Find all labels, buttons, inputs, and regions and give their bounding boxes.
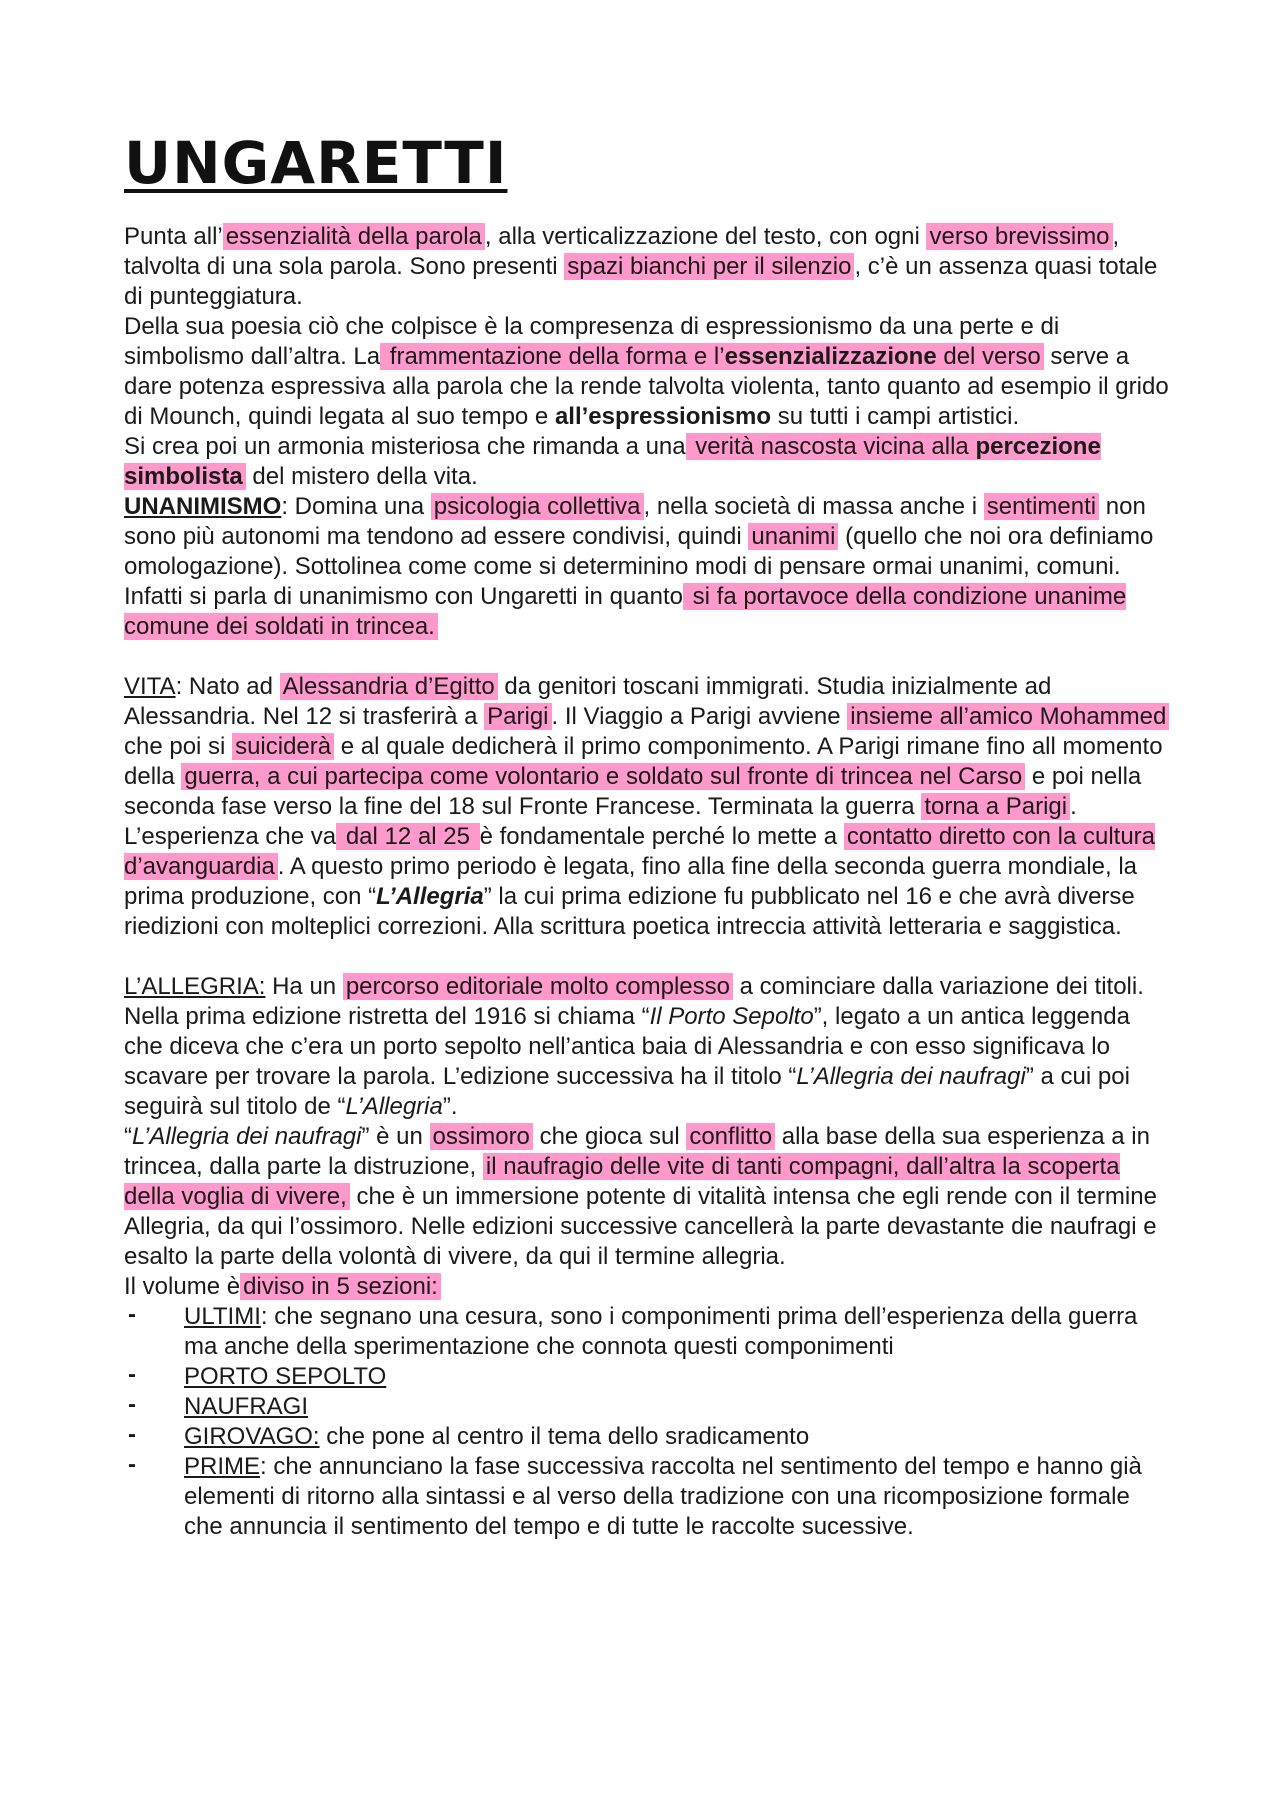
- highlight: verso brevissimo: [926, 223, 1112, 250]
- text: Il volume è: [124, 1273, 241, 1300]
- highlight: guerra, a cui partecipa come volontario e soldato sul fronte di trincea nel Carso: [181, 763, 1025, 790]
- text: Della sua poesia ciò che colpisce è la compresenza di espressionismo da una perte e di simbolismo dall’altra. La: [124, 313, 1060, 370]
- text: Punta all’: [124, 223, 223, 250]
- highlight: essenzialità della parola: [223, 223, 485, 250]
- document-page: [124, 128, 1174, 1542]
- highlight: si fa portavoce della condizione unanime comune dei soldati in trincea.: [124, 583, 1127, 640]
- text: a cominciare dalla variazione dei titoli. Nella prima edizione ristretta del 1916 si chiama “: [124, 973, 1144, 1030]
- text: ”.: [442, 1093, 458, 1120]
- italic-text: L’Allegria: [345, 1093, 443, 1120]
- bold-italic-text: L’Allegria: [376, 883, 484, 910]
- highlight: spazi bianchi per il silenzio: [564, 253, 854, 280]
- page-title: UNGARETTI: [124, 129, 508, 197]
- highlight: il naufragio delle vite di tanti compagni, dall’altra la scoperta della voglia di vivere,: [124, 1153, 1120, 1210]
- italic-text: L’Allegria dei naufragi: [796, 1063, 1026, 1090]
- paragraph-ossimoro: [124, 1122, 1174, 1272]
- spacer: [124, 942, 1174, 972]
- highlight: diviso in 5 sezioni:: [240, 1273, 441, 1300]
- text: che poi si: [124, 733, 233, 760]
- text: : Domina una: [281, 493, 431, 520]
- text: , nella società di massa anche i: [643, 493, 984, 520]
- bold-text: essenzializzazione: [724, 343, 937, 370]
- text: alla base della sua esperienza a in trincea, dalla parte la distruzione,: [124, 1123, 1150, 1180]
- text: ” è un: [361, 1123, 430, 1150]
- paragraph-harmony: [124, 432, 1174, 492]
- text: serve a dare potenza espressiva alla parola che la rende talvolta violenta, tanto quanto ad esempio il grido di Mounch, quindi legata al suo tempo e: [124, 343, 1169, 430]
- highlight: psicologia collettiva: [431, 493, 644, 520]
- highlight: insieme all’amico Mohammed: [847, 703, 1169, 730]
- text: Ha un: [265, 973, 343, 1000]
- text: : che segnano una cesura, sono i componimenti prima dell’esperienza della guerra ma anche della sperimentazione che connota questi componimenti: [184, 1303, 1138, 1360]
- section-name: GIROVAGO:: [184, 1423, 320, 1450]
- bullet-dash: -: [128, 1421, 136, 1448]
- highlight: unanimi: [748, 523, 838, 550]
- bold-text: all’espressionismo: [554, 403, 772, 430]
- bullet-dash: -: [128, 1361, 136, 1388]
- text: che gioca sul: [532, 1123, 687, 1150]
- text: . A questo primo periodo è legata, fino alla fine della seconda guerra mondiale, la prima produzione, con “: [124, 853, 1138, 910]
- sections-list: [124, 1302, 1174, 1542]
- paragraph-vita: [124, 672, 1174, 942]
- italic-text: L’Allegria dei naufragi: [132, 1123, 362, 1150]
- highlight: percorso editoriale molto complesso: [343, 973, 733, 1000]
- highlight: conflitto: [686, 1123, 775, 1150]
- text: è fondamentale perché lo mette a: [479, 823, 844, 850]
- highlight: dal 12 al 25: [336, 823, 479, 850]
- section-name: PRIME: [184, 1453, 261, 1480]
- spacer: [124, 642, 1174, 672]
- highlight: Parigi: [484, 703, 551, 730]
- text: ” la cui prima edizione fu pubblicato nel 16 e che avrà diverse riedizioni con molteplici correzioni. Alla scrittura poetica intreccia attività letteraria e saggistica.: [124, 883, 1135, 940]
- text: , talvolta di una sola parola. Sono presenti: [124, 223, 1120, 280]
- text: , c’è un assenza quasi totale di punteggiatura.: [124, 253, 1158, 310]
- text: : che annunciano la fase successiva raccolta nel sentimento del tempo e hanno già elementi di ritorno alla sintassi e al verso della tradizione con una ricomposizione formale che annuncia il sentimento del tempo e di tutte le raccolte sucessive.: [184, 1453, 1142, 1540]
- section-name: ULTIMI: [184, 1303, 261, 1330]
- text: , alla verticalizzazione del testo, con ogni: [484, 223, 927, 250]
- paragraph-intro: [124, 222, 1174, 312]
- bullet-dash: -: [128, 1451, 136, 1478]
- section-name: NAUFRAGI: [184, 1393, 309, 1420]
- text: del mistero della vita.: [245, 463, 478, 490]
- list-item: [124, 1362, 1174, 1392]
- paragraph-poetics: [124, 312, 1174, 432]
- text: del verso: [936, 343, 1041, 370]
- highlight: [380, 343, 1044, 370]
- text: : Nato ad: [175, 673, 280, 700]
- highlight: contatto diretto con la cultura d’avanguardia: [124, 823, 1156, 880]
- text: su tutti i campi artistici.: [771, 403, 1020, 430]
- text: non sono più autonomi ma tendono ad essere condivisi, quindi: [124, 493, 1146, 550]
- bold-text: percezione simbolista: [124, 433, 1101, 490]
- highlight: suiciderà: [232, 733, 334, 760]
- highlight: torna a Parigi: [921, 793, 1070, 820]
- text: frammentazione della forma e l’: [383, 343, 725, 370]
- text: Si crea poi un armonia misteriosa che rimanda a una: [124, 433, 686, 460]
- list-item: [124, 1392, 1174, 1422]
- text: e poi nella seconda fase verso la fine del 18 sul Fronte Francese. Terminata la guerra: [124, 763, 1142, 820]
- text: da genitori toscani immigrati. Studia inizialmente ad Alessandria. Nel 12 si trasferirà a: [124, 673, 1052, 730]
- paragraph-allegria: [124, 972, 1174, 1122]
- text: verità nascosta vicina alla: [688, 433, 976, 460]
- section-name: PORTO SEPOLTO: [184, 1363, 387, 1390]
- highlight: sentimenti: [984, 493, 1099, 520]
- section-label: VITA: [124, 673, 176, 700]
- text: “: [124, 1123, 132, 1150]
- text: e al quale dedicherà il primo componimento. A Parigi rimane fino all momento della: [124, 733, 1163, 790]
- bullet-dash: -: [128, 1301, 136, 1328]
- section-label: UNANIMISMO: [124, 493, 282, 520]
- list-item: [124, 1422, 1174, 1452]
- text: ”, legato a un antica leggenda che diceva che c’era un porto sepolto nell’antica baia di Alessandria e con esso significava lo scavare per trovare la parola. L’edizione successiva ha il titolo “: [124, 1003, 1130, 1090]
- bullet-dash: -: [128, 1391, 136, 1418]
- paragraph-volume: [124, 1272, 1174, 1302]
- text: (quello che noi ora definiamo omologazione). Sottolinea come come si determinino modi di pensare ormai unanimi, comuni. Infatti si parla di unanimismo con Ungaretti in quanto: [124, 523, 1154, 610]
- text: . L’esperienza che va: [124, 793, 1077, 850]
- highlight: Alessandria d’Egitto: [280, 673, 498, 700]
- highlight: ossimoro: [430, 1123, 533, 1150]
- paragraph-unanimismo: [124, 492, 1174, 642]
- text: ” a cui poi seguirà sul titolo de “: [124, 1063, 1130, 1120]
- text: . Il Viaggio a Parigi avviene: [551, 703, 848, 730]
- text: che è un immersione potente di vitalità intensa che egli rende con il termine Allegria, da qui l’ossimoro. Nelle edizioni successive cancellerà la parte devastante die naufragi e esalto la parte della volontà di vivere, da qui il termine allegria.: [124, 1183, 1157, 1270]
- italic-text: Il Porto Sepolto: [649, 1003, 814, 1030]
- text: che pone al centro il tema dello sradicamento: [319, 1423, 810, 1450]
- section-label: L’ALLEGRIA:: [124, 973, 266, 1000]
- list-item: [124, 1302, 1174, 1362]
- list-item: [124, 1452, 1174, 1542]
